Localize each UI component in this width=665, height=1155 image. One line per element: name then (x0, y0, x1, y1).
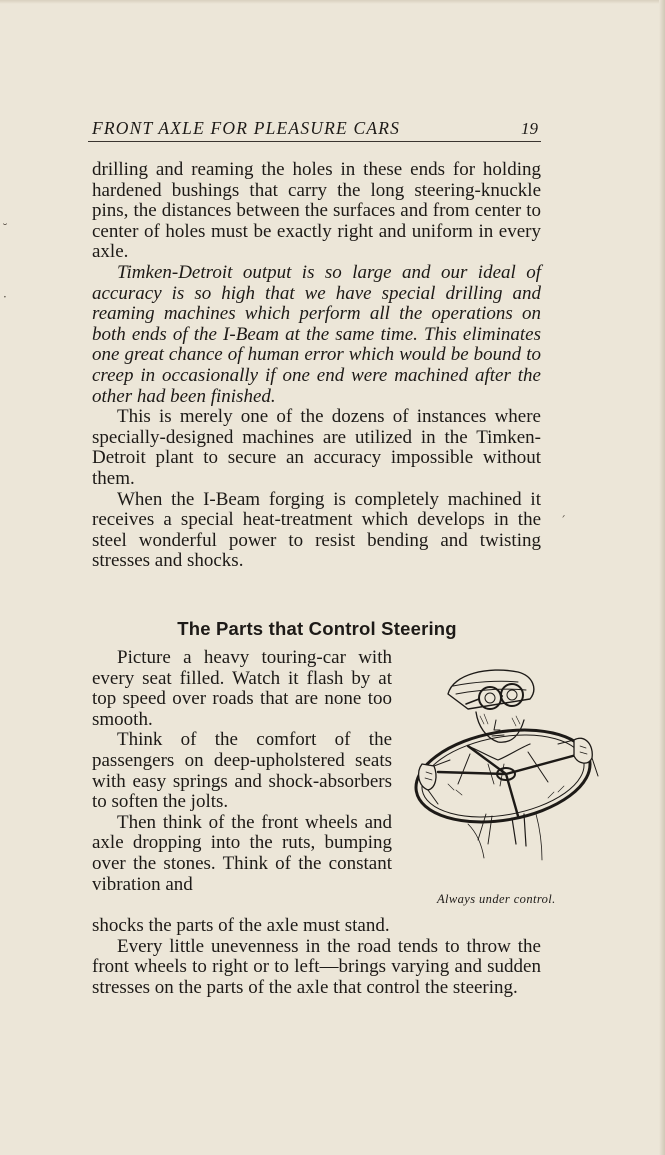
paragraph-picture: Picture a heavy touring-car with every seat filled. Watch it flash by at top speed over roads that are none too smooth. (92, 647, 392, 730)
margin-speck: ˘ (2, 222, 8, 236)
page-edge-top (0, 0, 665, 4)
upper-text-column (92, 160, 541, 572)
paragraph-unevenness: Every little unevenness in the road tends to throw the front wheels to right or to left—brings varying and sudden stresses on the parts of the axle that control the steering. (92, 935, 541, 998)
paragraph-wheels-continued: shocks the parts of the axle must stand. (92, 915, 390, 936)
intro-paragraph: drilling and reaming the holes in these ends for holding hardened bushings that carry the long steering-knuckle pins, the distances between the surfaces and from center to center of holes must be exactly right and uniform in every axle. (92, 159, 541, 263)
section-heading: The Parts that Control Steering (177, 618, 457, 639)
header-rule (88, 141, 541, 142)
narrow-text-column (92, 648, 392, 895)
paragraph-merely: This is merely one of the dozens of instances where specially-designed machines are utilized in the Timken-Detroit plant to secure an accuracy impossible without them. (92, 406, 541, 489)
margin-speck: ´ (560, 514, 566, 528)
paragraph-comfort: Think of the comfort of the passengers on deep-upholstered seats with easy springs and shock-absorbers to soften the jolts. (92, 729, 392, 813)
running-title: FRONT AXLE FOR PLEASURE CARS (92, 118, 401, 138)
italic-paragraph: Timken-Detroit output is so large and our ideal of accuracy is so high that we have special drilling and reaming machines which perform all the operations on both ends of the I-Beam at the same time. This eliminates one great chance of human error which would be bound to creep in occasionally if one end were machined after the other had been finished. (92, 261, 541, 407)
driver-with-steering-wheel-illustration (408, 664, 604, 878)
page-edge-right (659, 0, 665, 1155)
margin-speck: · (3, 290, 7, 304)
running-header (92, 116, 542, 142)
illustration-caption: Always under control. (437, 892, 556, 906)
page-number: 19 (521, 119, 538, 138)
paragraph-forging: When the I-Beam forging is completely machined it receives a special heat-treatment which develops in the steel wonderful power to resist bending and twisting stresses and shocks. (92, 488, 541, 572)
paragraph-wheels: Then think of the front wheels and axle dropping into the ruts, bumping over the stones. Think of the constant vibration and (92, 811, 392, 895)
lower-text-column (92, 916, 541, 998)
